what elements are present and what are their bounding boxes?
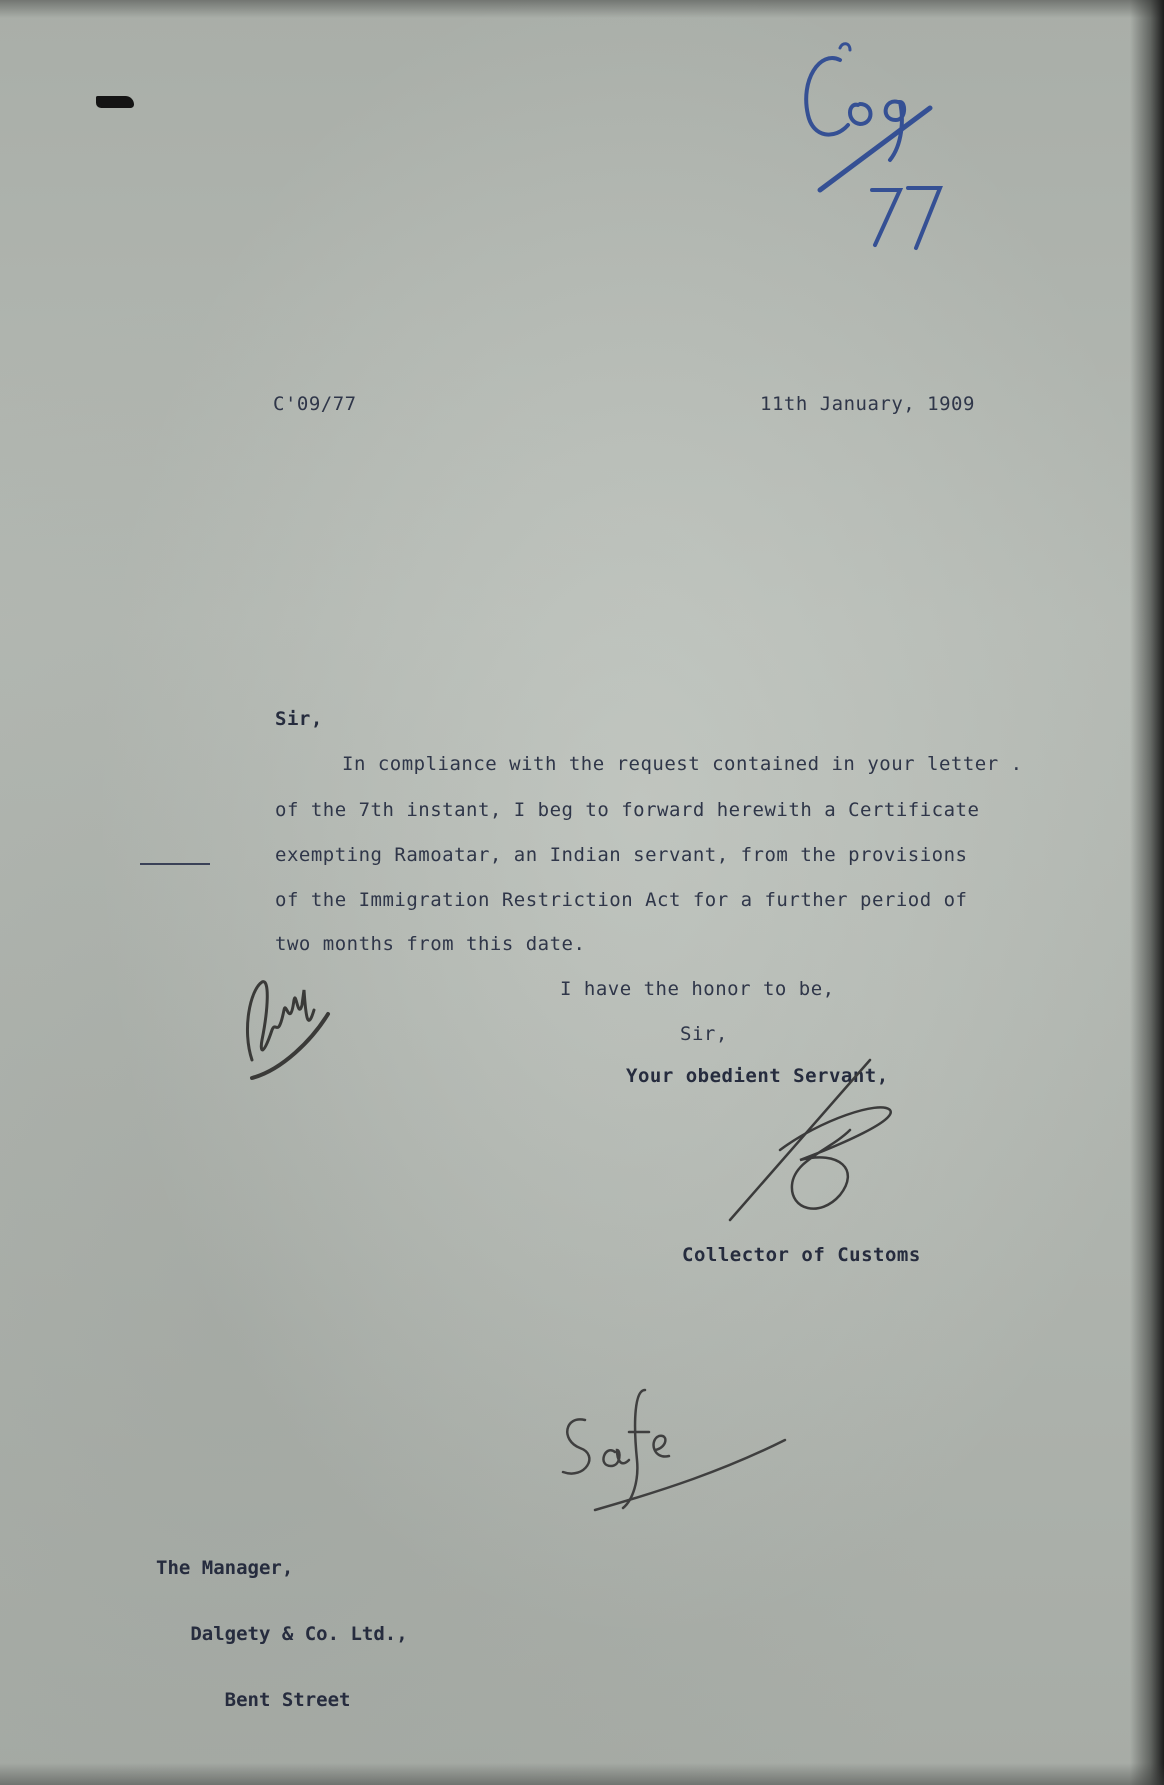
paper-edge-top bbox=[0, 0, 1164, 18]
closing-line-3: Your obedient Servant, bbox=[626, 1065, 889, 1087]
body-line-1: In compliance with the request contained in your letter . bbox=[342, 753, 1023, 775]
body-line-3: exempting Ramoatar, an Indian servant, from the provisions bbox=[275, 844, 968, 866]
body-line-5: two months from this date. bbox=[275, 933, 586, 955]
addressee-line-3: Bent Street bbox=[156, 1689, 351, 1711]
ink-blot bbox=[96, 96, 134, 108]
closing-line-2: Sir, bbox=[680, 1023, 728, 1045]
handwritten-safe-note bbox=[545, 1360, 795, 1520]
paper-edge-bottom bbox=[0, 1763, 1164, 1785]
reference-number: C'09/77 bbox=[273, 393, 357, 415]
body-line-4: of the Immigration Restriction Act for a further period of bbox=[275, 889, 968, 911]
margin-rule bbox=[140, 863, 210, 865]
paper-edge-right bbox=[1130, 0, 1164, 1785]
letter-date: 11th January, 1909 bbox=[760, 393, 975, 415]
handwritten-initials bbox=[232, 970, 342, 1090]
addressee-block bbox=[156, 1513, 408, 1755]
addressee-line-2: Dalgety & Co. Ltd., bbox=[156, 1623, 408, 1645]
handwritten-file-number bbox=[780, 20, 980, 260]
body-line-2: of the 7th instant, I beg to forward herewith a Certificate bbox=[275, 799, 980, 821]
addressee-line-1: The Manager, bbox=[156, 1557, 294, 1579]
salutation: Sir, bbox=[275, 708, 323, 730]
closing-line-1: I have the honor to be, bbox=[560, 978, 835, 1000]
signature-title: Collector of Customs bbox=[682, 1244, 921, 1266]
signature bbox=[720, 1050, 900, 1230]
